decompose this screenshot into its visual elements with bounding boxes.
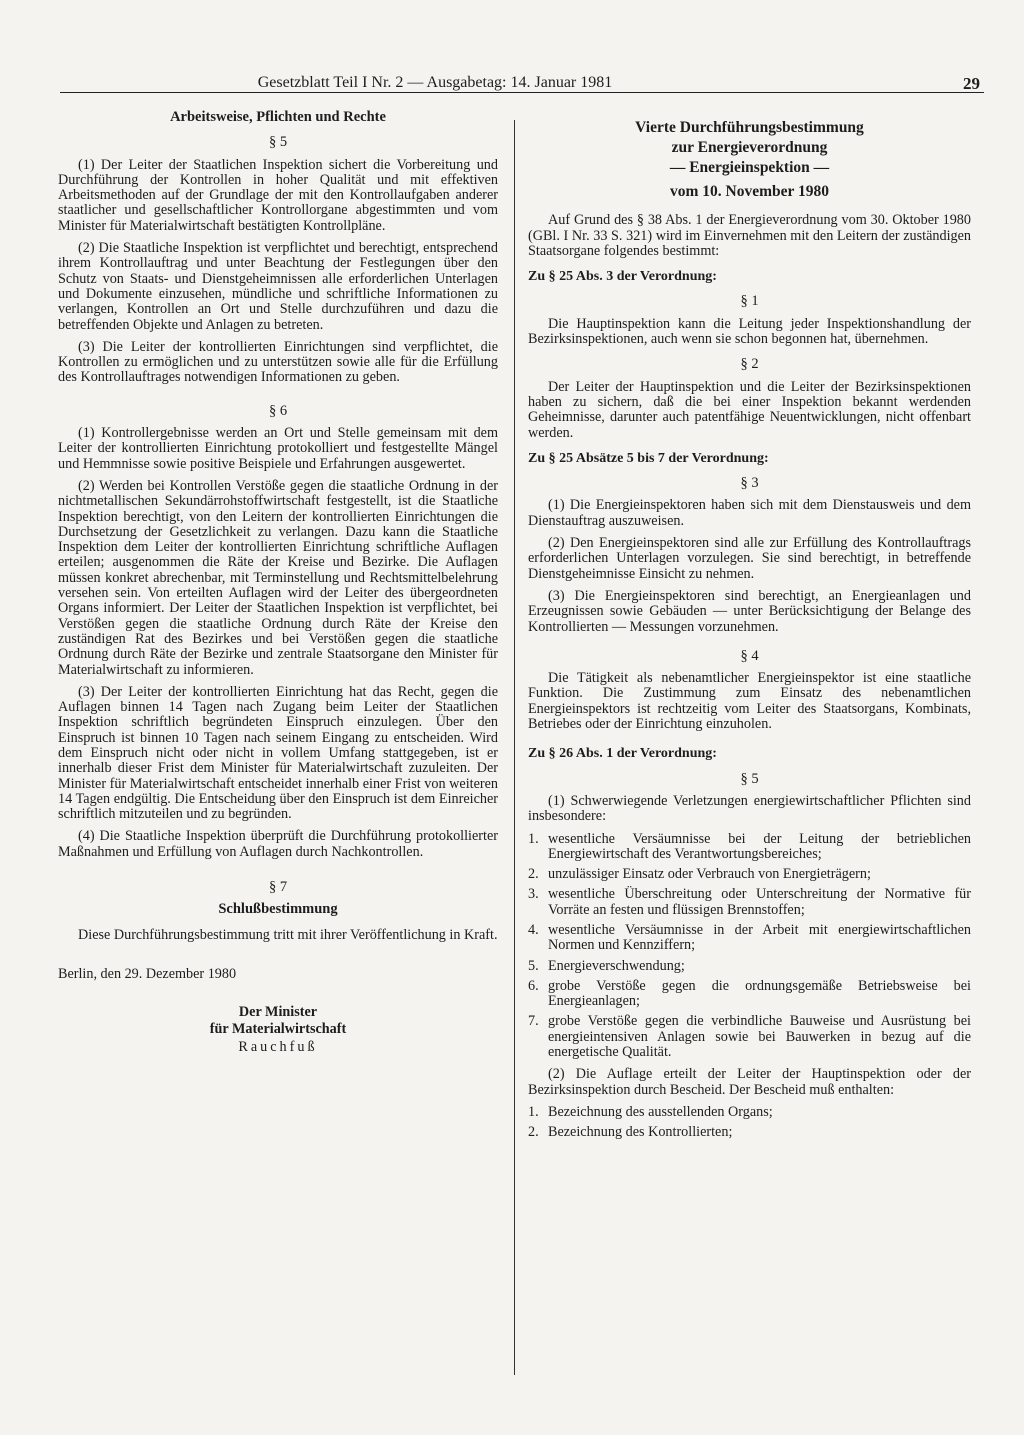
signature-ministry: für Materialwirtschaft <box>209 1021 347 1038</box>
item-number: 1. <box>528 1103 539 1120</box>
signature-block <box>58 1004 498 1038</box>
paragraph-text: (2) Die Staatliche Inspektion ist verpflichtet und berechtigt, entsprechend ihrem Kontrollauftrag und unter Beachtung der Festlegungen über den Schutz von Staats- und Dienstgeheimnissen alle erforderlichen Unterlagen und Dokumente einzusehen, mündliche und schriftliche Informationen zu verlangen, Kontrollen an Ort und Stelle durchzuführen und dazu die betreffenden Objekte und Anlagen zu betreten. <box>58 240 498 333</box>
paragraph-text: (1) Schwerwiegende Verletzungen energiewirtschaftlicher Pflichten sind insbesondere: <box>528 792 971 825</box>
list-item <box>528 887 971 918</box>
item-number: 2. <box>528 1124 539 1141</box>
item-text: unzulässiger Einsatz oder Verbrauch von Energieträgern; <box>548 866 871 883</box>
right-column <box>528 118 971 1148</box>
list-item <box>528 923 971 954</box>
item-number: 7. <box>528 1013 539 1030</box>
paragraph-text: (1) Kontrollergebnisse werden an Ort und Stelle gemeinsam mit dem Leiter der kontrollierten Einrichtung protokolliert und festgestellte Mängel und Hemmnisse sowie positive Beispiele und Erfahrungen ausgewertet. <box>58 425 498 472</box>
violations-list <box>528 832 971 1061</box>
title-line: zur Energieverordnung <box>671 139 828 156</box>
title-line: — Energieinspektion — <box>669 159 830 176</box>
page-number: 29 <box>963 74 980 93</box>
paragraph-sign-6: § 6 <box>268 402 288 419</box>
item-text: wesentliche Überschreitung oder Unterschreitung der Normative für Vorräte an festen und flüssigen Brennstoffen; <box>548 886 971 918</box>
paragraph-sign-5: § 5 <box>268 134 288 151</box>
paragraph-sign-1: § 1 <box>740 293 759 310</box>
paragraph-text: (3) Die Leiter der kontrollierten Einrichtungen sind verpflichtet, die Kontrollen zu ermöglichen und zu unterstützen sowie alle für die Erfüllung des Kontrollauftrages notwendigen Informationen zu geben. <box>58 338 498 386</box>
header-rule <box>60 92 984 93</box>
subheading: Zu § 25 Absätze 5 bis 7 der Verordnung: <box>528 450 769 466</box>
place-date: Berlin, den 29. Dezember 1980 <box>58 965 237 982</box>
list-item <box>528 979 971 1010</box>
decree-date: vom 10. November 1980 <box>670 183 829 200</box>
list-item <box>528 1105 971 1120</box>
item-text: Bezeichnung des Kontrollierten; <box>548 1124 733 1141</box>
item-text: Energieverschwendung; <box>548 957 685 974</box>
paragraph-text: Diese Durchführungsbestimmung tritt mit ihrer Veröffentlichung in Kraft. <box>78 926 498 943</box>
final-provision-heading: Schlußbestimmung <box>218 901 338 918</box>
subheading: Zu § 25 Abs. 3 der Verordnung: <box>528 269 717 285</box>
item-text: wesentliche Versäumnisse in der Arbeit mit energiewirtschaftlichen Normen und Kennziffern; <box>548 921 971 954</box>
item-text: Bezeichnung des ausstellenden Organs; <box>548 1103 773 1120</box>
item-number: 2. <box>528 866 539 883</box>
paragraph-text: (1) Der Leiter der Staatlichen Inspektion sichert die Vorbereitung und Durchführung der Kontrollen in hoher Qualität und mit effektiven Arbeitsmethoden auf der Grundlage der mit den Kontrollaufgaben anderer staatlicher und gesellschaftlicher Kontrollorgane abgestimmten und vom Minister für Materialwirtschaft bestätigten Kontrollpläne. <box>58 156 498 234</box>
notice-contents-list <box>528 1105 971 1141</box>
paragraph-text: Der Leiter der Hauptinspektion und die Leiter der Bezirksinspektionen haben zu sichern, daß die bei einer Inspektion bekannt werdenden Geheimnisse, darunter auch patentfähige Neuentwicklungen, nicht offenbart werden. <box>528 378 971 441</box>
subheading: Zu § 26 Abs. 1 der Verordnung: <box>528 746 717 762</box>
paragraph-text: Die Hauptinspektion kann die Leitung jeder Inspektionshandlung der Bezirksinspektionen, auch wenn sie schon begonnen hat, übernehmen. <box>528 315 971 348</box>
intro-text: Auf Grund des § 38 Abs. 1 der Energieverordnung vom 30. Oktober 1980 (GBl. I Nr. 33 S. 321) wird im Einvernehmen mit den Leitern der zuständigen Staatsorgane folgendes bestimmt: <box>528 212 971 259</box>
title-line: Vierte Durchführungsbestimmung <box>635 119 864 136</box>
paragraph-text: Die Tätigkeit als nebenamtlicher Energieinspektor ist eine staatliche Funktion. Die Zustimmung zum Einsatz des nebenamtlichen Energieinspektors ist rechtzeitig vom Leiter des Staatsorgans, Kombinats, Betriebes oder der Einrichtung einzuholen. <box>528 670 971 733</box>
list-item <box>528 832 971 863</box>
left-column <box>58 110 498 1056</box>
paragraph-text: (2) Den Energieinspektoren sind alle zur Erfüllung des Kontrollauftrags erforderlichen Unterlagen vorzulegen. Sie sind berechtigt, in betreffende Dienstgeheimnisse Einsicht zu nehmen. <box>528 535 971 582</box>
paragraph-sign-2: § 2 <box>740 356 759 373</box>
paragraph-sign-5: § 5 <box>740 770 759 787</box>
decree-title <box>528 118 971 178</box>
signature-title: Der Minister <box>238 1004 318 1021</box>
list-item <box>528 867 971 882</box>
item-text: grobe Verstöße gegen die verbindliche Bauweise und Ausrüstung bei energieintensiven Anlagen sowie bei Bauwerken in bezug auf die energetische Qualität. <box>548 1013 971 1061</box>
item-text: grobe Verstöße gegen die ordnungsgemäße Betriebsweise bei Energieanlagen; <box>548 977 971 1010</box>
signature-name: Rauchfuß <box>238 1039 318 1056</box>
item-text: wesentliche Versäumnisse bei der Leitung der betrieblichen Energiewirtschaft des Verantwortungsbereiches; <box>548 830 971 862</box>
item-number: 3. <box>528 886 539 903</box>
section-heading: Arbeitsweise, Pflichten und Rechte <box>170 109 386 125</box>
column-divider <box>514 120 515 1375</box>
paragraph-text: (3) Die Energieinspektoren sind berechtigt, an Energieanlagen und Erzeugnissen sowie Gebäuden — unter Berücksichtigung der Belange des Kontrollierten — Messungen vorzunehmen. <box>528 587 971 635</box>
item-number: 6. <box>528 977 539 994</box>
paragraph-text: (3) Der Leiter der kontrollierten Einrichtung hat das Recht, gegen die Auflagen binnen 14 Tagen nach Zugang beim Leiter der Staatlichen Inspektion schriftlich begründeten Einspruch einzulegen. Über den Einspruch ist binnen 10 Tagen nach seinem Eingang zu entscheiden. Wird dem Einspruch nicht oder nicht in vollem Umfang stattgegeben, ist er innerhalb dieser Frist dem Minister für Materialwirtschaft zuzuleiten. Der Minister für Materialwirtschaft entscheidet innerhalb einer Frist von weiteren 14 Tagen endgültig. Die Entscheidung über den Einspruch ist dem Einreicher schriftlich mitzuteilen und zu begründen. <box>58 683 498 823</box>
paragraph-text: (2) Werden bei Kontrollen Verstöße gegen die staatliche Ordnung in der nichtmetallischen Sekundärrohstoffwirtschaft festgestellt, ist die Staatliche Inspektion berechtigt, von den Leitern der kontrollierten Einrichtungen die Durchsetzung der Gesetzlichkeit zu verlangen. Dazu kann die Staatliche Inspektion dem Leiter der kontrollierten Einrichtung schriftliche Auflagen erteilen; ausgenommen die Räte der Kreise und Bezirke. Die Auflagen müssen konkret abrechenbar, mit Terminstellung und Rechtsmittelbelehrung versehen sein. Von erteilten Auflagen wird der Leiter des übergeordneten Organs informiert. Der Leiter der Staatlichen Inspektion ist verpflichtet, bei Verstößen gegen die staatliche Ordnung durch Räte der Kreise den zuständigen Rat des Bezirkes und bei Verstößen gegen die staatliche Ordnung durch Räte der Bezirke und zentrale Staatsorgane den Minister für Materialwirtschaft zu informieren. <box>58 477 498 678</box>
paragraph-sign-3: § 3 <box>740 475 759 492</box>
paragraph-text: (4) Die Staatliche Inspektion überprüft die Durchführung protokollierter Maßnahmen und Erfüllung von Auflagen durch Nachkontrollen. <box>58 828 498 860</box>
list-item <box>528 1125 971 1140</box>
list-item <box>528 1014 971 1060</box>
header-title: Gesetzblatt Teil I Nr. 2 — Ausgabetag: 14. Januar 1981 <box>257 74 613 91</box>
list-item <box>528 959 971 974</box>
paragraph-text: (1) Die Energieinspektoren haben sich mit dem Dienstausweis und dem Dienstauftrag auszuweisen. <box>528 497 971 529</box>
paragraph-text: (2) Die Auflage erteilt der Leiter der Hauptinspektion oder der Bezirksinspektion durch Bescheid. Der Bescheid muß enthalten: <box>528 1066 971 1098</box>
item-number: 5. <box>528 957 539 974</box>
paragraph-sign-4: § 4 <box>740 647 759 664</box>
item-number: 4. <box>528 921 539 938</box>
paragraph-sign-7: § 7 <box>268 879 288 896</box>
item-number: 1. <box>528 830 539 847</box>
